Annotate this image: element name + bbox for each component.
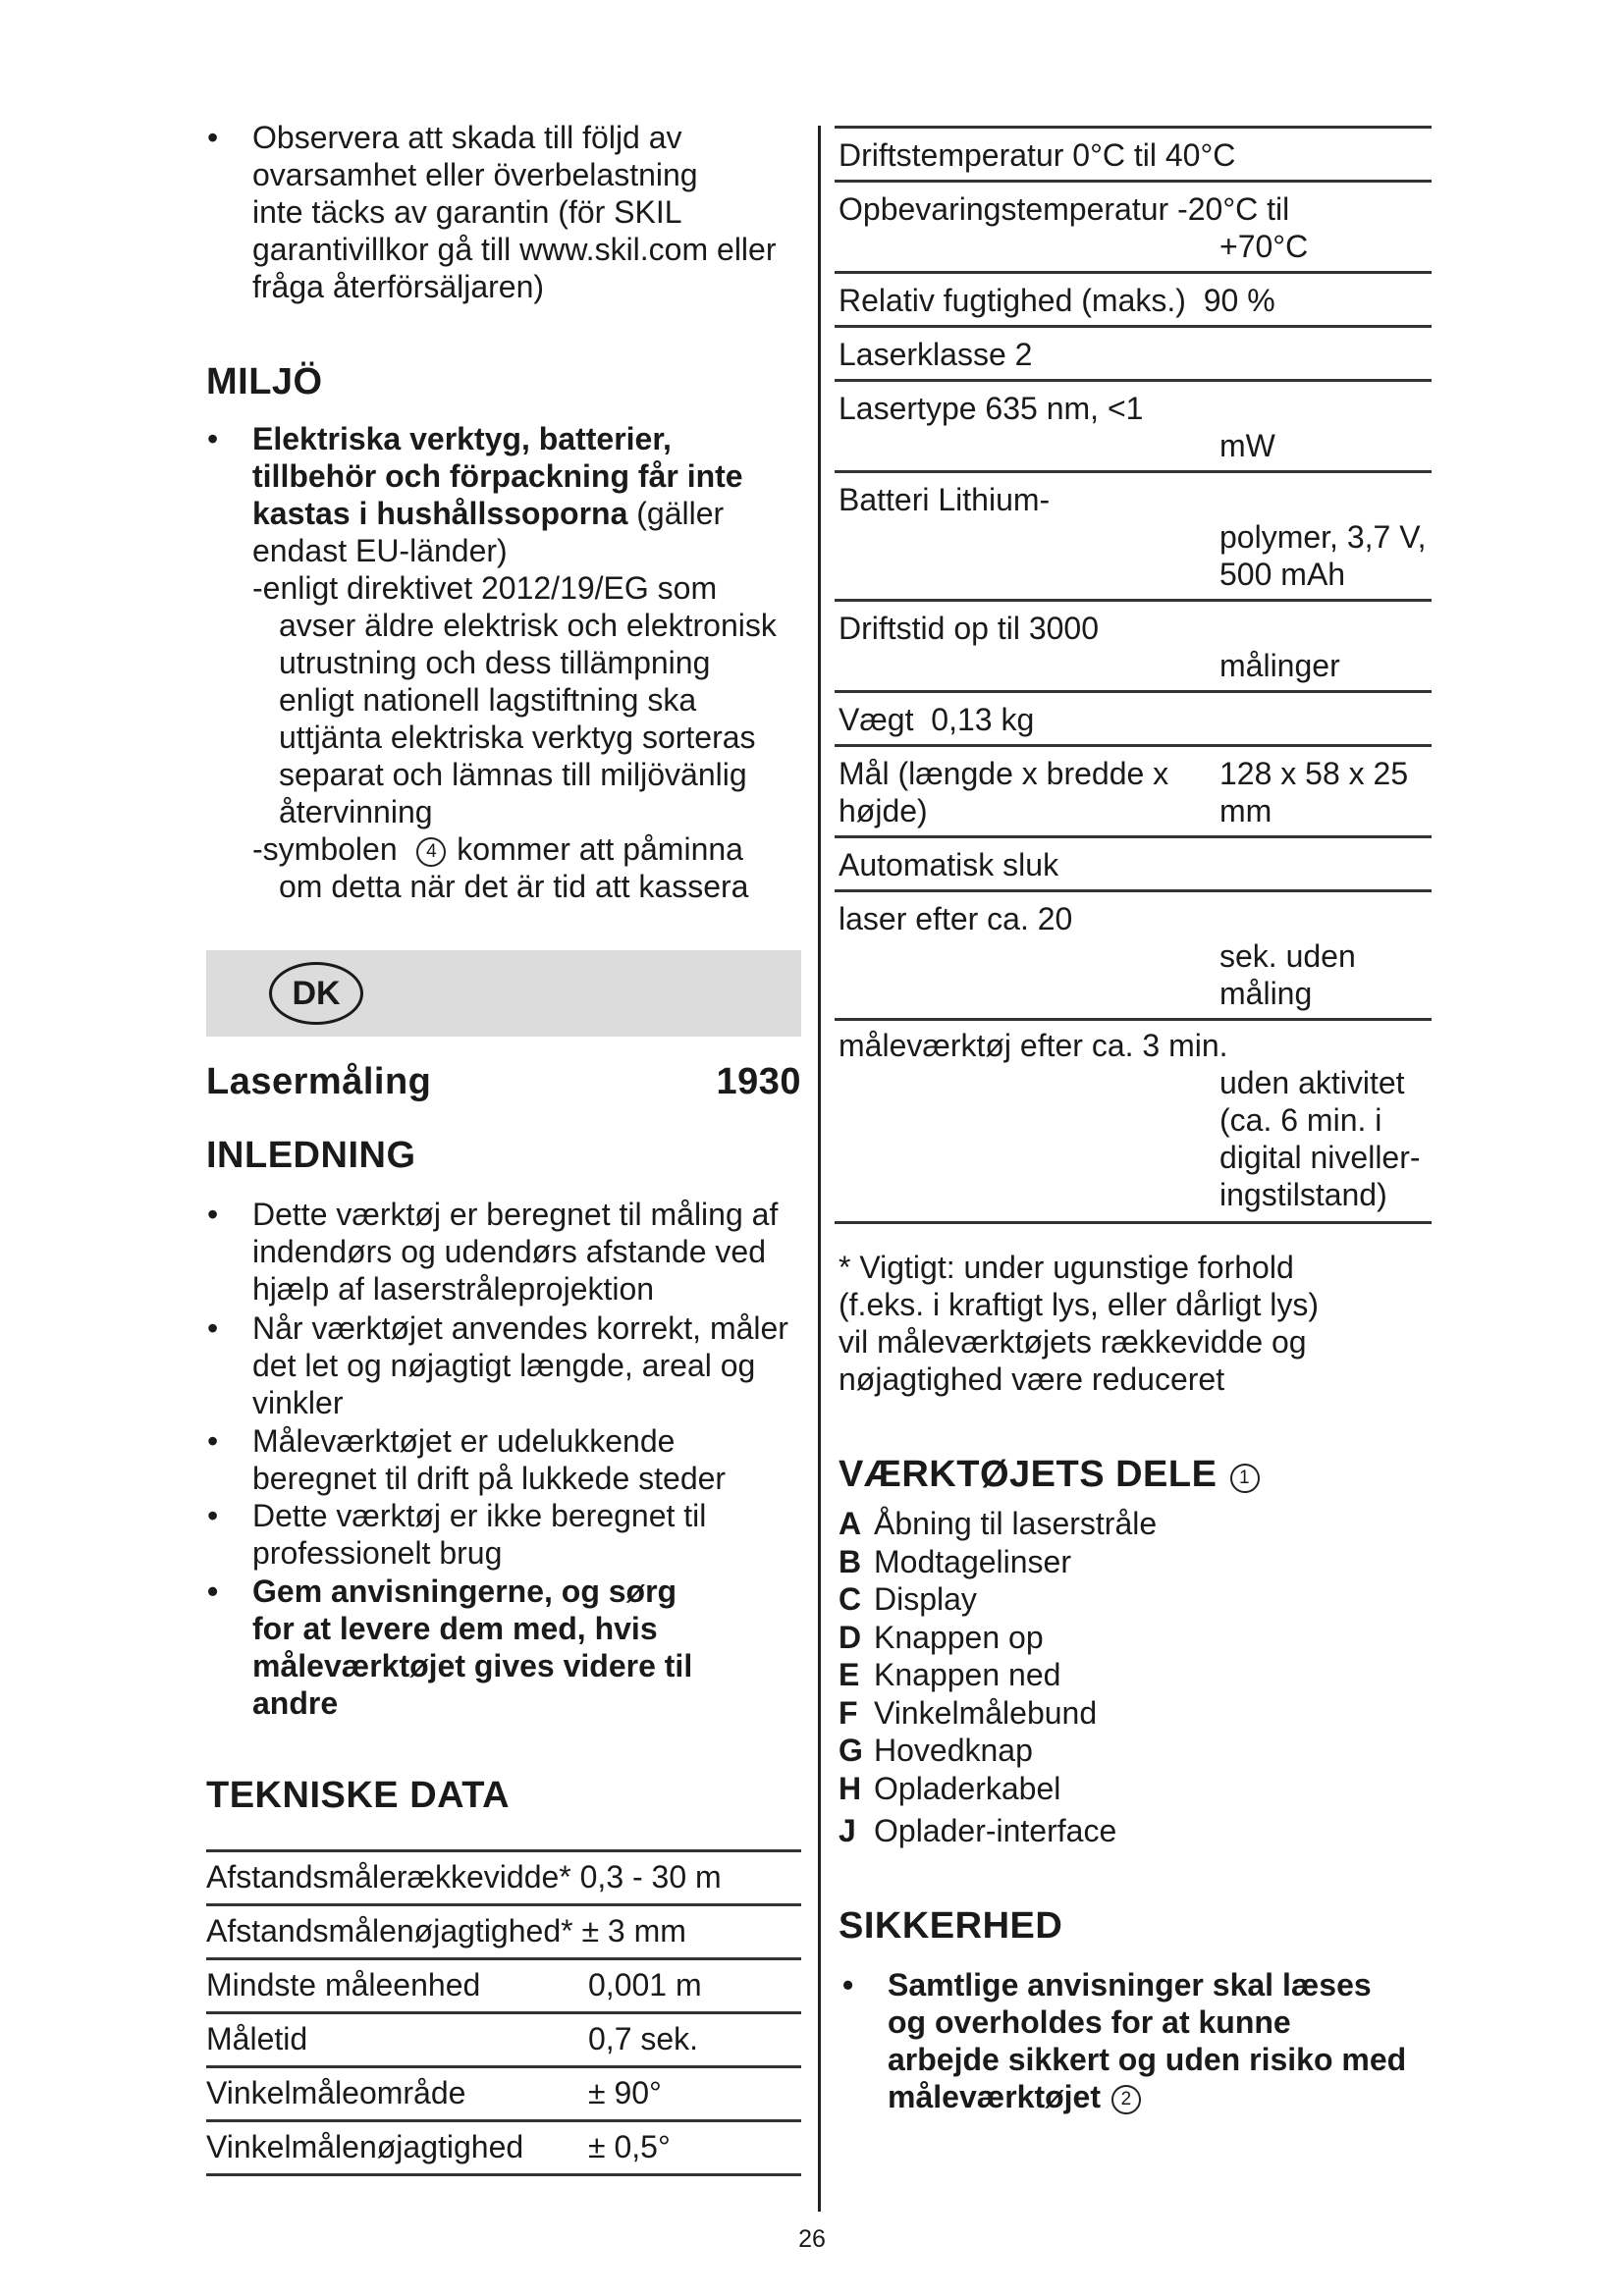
spec-value: mm	[1219, 793, 1272, 828]
bullet-line: • Måleværktøjet er udelukkende	[252, 1423, 676, 1459]
part-label: Knappen op	[874, 1619, 1044, 1655]
spec-label: Vinkelmålenøjagtighed	[206, 2129, 524, 2164]
spec-value: polymer, 3,7 V,	[1219, 519, 1427, 555]
spec-label: laser efter ca. 20	[839, 901, 1073, 936]
language-badge: DK	[269, 962, 363, 1025]
footnote-line: nøjagtighed være reduceret	[839, 1362, 1225, 1397]
product-number: 1930	[716, 1061, 801, 1102]
bullet-line: beregnet til drift på lukkede steder	[252, 1461, 727, 1496]
spec-label: Laserklasse 2	[839, 337, 1033, 372]
table-rule	[835, 126, 1432, 129]
footnote-line: vil måleværktøjets rækkevidde og	[839, 1324, 1307, 1360]
spec-label: Lasertype 635 nm, <1	[839, 391, 1144, 426]
part-letter: C	[839, 1581, 862, 1617]
bullet-line: det let og nøjagtigt længde, areal og	[252, 1348, 756, 1383]
product-name: Lasermåling	[206, 1061, 432, 1102]
spec-value: 128 x 58 x 25	[1219, 756, 1409, 791]
figure-ref-icon: 1	[1230, 1464, 1260, 1493]
table-rule	[206, 2011, 801, 2014]
footnote	[839, 1249, 1319, 1398]
table-rule	[835, 470, 1432, 473]
miljo-heading: MILJÖ	[206, 361, 323, 402]
bullet-line: • Når værktøjet anvendes korrekt, måler	[252, 1310, 788, 1346]
table-rule	[206, 1849, 801, 1852]
table-rule	[206, 2173, 801, 2176]
miljo-bold-line: tillbehör och förpackning får inte	[252, 458, 743, 494]
part-item	[839, 1619, 1157, 1657]
table-rule	[835, 744, 1432, 747]
table-rule	[835, 835, 1432, 838]
part-item	[839, 1543, 1157, 1581]
part-letter: J	[839, 1813, 856, 1848]
spec-value: (ca. 6 min. i	[1219, 1102, 1382, 1138]
spec-value: sek. uden	[1219, 938, 1356, 974]
vaerktoj-heading	[839, 1453, 1262, 1496]
footnote-line: * Vigtigt: under ugunstige forhold	[839, 1250, 1294, 1285]
inledning-bullet	[252, 1573, 812, 1722]
spec-value: ± 90°	[588, 2075, 662, 2110]
spec-label: Batteri Lithium-	[839, 482, 1051, 517]
spec-value: 500 mAh	[1219, 557, 1346, 592]
miljo-bold-part: kastas i hushållssoporna	[252, 496, 628, 531]
figure-ref-icon: 2	[1111, 2085, 1141, 2114]
dash-line: uttjänta elektriska verktyg sorteras	[279, 720, 756, 755]
spec-label: Vinkelmåleområde	[206, 2075, 466, 2110]
part-label: Modtagelinser	[874, 1543, 1071, 1579]
part-label: Åbning til laserstråle	[874, 1506, 1158, 1541]
part-label: Opladerkabel	[874, 1770, 1061, 1806]
symbol-ref-icon: 4	[416, 837, 446, 867]
spec-value: målinger	[1219, 648, 1340, 683]
part-letter: E	[839, 1657, 860, 1692]
part-letter: B	[839, 1543, 862, 1579]
miljo-mixed-line	[252, 495, 812, 532]
table-rule	[206, 1903, 801, 1906]
part-label: Vinkelmålebund	[874, 1694, 1098, 1731]
dash-line: utrustning och dess tillämpning	[279, 645, 711, 680]
warranty-line: • Observera att skada till följd av	[252, 120, 682, 155]
table-rule	[206, 2065, 801, 2068]
language-band	[206, 950, 801, 1037]
warranty-line: garantivillkor gå till www.skil.com eller	[252, 232, 777, 267]
dash-line: avser äldre elektrisk och elektronisk	[279, 608, 777, 643]
bullet-line: andre	[252, 1685, 339, 1721]
dash-line: återvinning	[279, 794, 433, 829]
spec-label: Opbevaringstemperatur -20°C til	[839, 191, 1290, 227]
bullet-line: • Dette værktøj er beregnet til måling af	[252, 1197, 779, 1232]
bullet-line: indendørs og udendørs afstande ved	[252, 1234, 766, 1269]
spec-label: Automatisk sluk	[839, 847, 1059, 882]
part-letter: G	[839, 1733, 863, 1768]
bullet-line	[888, 2078, 1437, 2115]
bullet-line: måleværktøjet gives videre til	[252, 1648, 693, 1683]
spec-label: måleværktøj efter ca. 3 min.	[839, 1028, 1228, 1063]
page-number: 26	[798, 2225, 826, 2253]
miljo-bold-line: • Elektriska verktyg, batterier,	[252, 421, 672, 456]
bullet-line: • Dette værktøj er ikke beregnet til	[252, 1498, 707, 1533]
dash-line: om detta när det är tid att kassera	[279, 869, 749, 904]
table-rule	[835, 1018, 1432, 1021]
bullet-line: professionelt brug	[252, 1535, 503, 1571]
spec-value: mW	[1219, 428, 1275, 463]
spec-label: Driftstid op til 3000	[839, 611, 1100, 646]
table-rule	[835, 180, 1432, 183]
bullet-line: hjælp af laserstråleprojektion	[252, 1271, 655, 1307]
part-item	[839, 1694, 1157, 1733]
warranty-line: fråga återförsäljaren)	[252, 269, 545, 304]
table-rule	[206, 1957, 801, 1960]
dash-line: kommer att påminna	[457, 831, 743, 867]
dash-line: -enligt direktivet 2012/19/EG som	[252, 570, 718, 606]
table-rule	[835, 271, 1432, 274]
parts-list	[835, 1505, 1158, 1848]
miljo-bullet	[252, 420, 812, 569]
part-item	[839, 1505, 1157, 1543]
table-rule	[835, 690, 1432, 693]
spec-value: digital niveller-	[1219, 1140, 1421, 1175]
miljo-dash-1	[252, 569, 802, 830]
vaerktoj-heading-text: VÆRKTØJETS DELE	[839, 1454, 1218, 1495]
spec-label: Driftstemperatur 0°C til 40°C	[839, 137, 1236, 173]
spec-value: uden aktivitet	[1219, 1065, 1405, 1100]
miljo-normal-part: (gäller	[627, 496, 725, 531]
table-rule	[835, 379, 1432, 382]
spec-value: 0,001 m	[588, 1967, 702, 2002]
miljo-line: endast EU-länder)	[252, 533, 508, 568]
part-letter: A	[839, 1506, 862, 1541]
part-label: Hovedknap	[874, 1733, 1033, 1768]
part-letter: F	[839, 1694, 858, 1731]
tekniske-heading: TEKNISKE DATA	[206, 1775, 511, 1816]
dash-line: separat och lämnas till miljövänlig	[279, 757, 747, 792]
spec-label: Mindste måleenhed	[206, 1967, 481, 2002]
sikkerhed-bullet	[888, 1966, 1437, 2115]
bullet-line: • Samtlige anvisninger skal læses	[888, 1967, 1372, 2002]
bullet-line: og overholdes for at kunne	[888, 2004, 1291, 2040]
spec-label: Afstandsmålerækkevidde* 0,3 - 30 m	[206, 1859, 722, 1895]
footnote-line: (f.eks. i kraftigt lys, eller dårligt lys)	[839, 1287, 1319, 1322]
warranty-bullet	[252, 119, 812, 305]
table-rule	[835, 599, 1432, 602]
spec-label: Vægt 0,13 kg	[839, 702, 1035, 737]
table-rule	[835, 1221, 1432, 1224]
spec-value: måling	[1219, 976, 1313, 1011]
spec-label: højde)	[839, 793, 928, 828]
bullet-line-text: måleværktøjet	[888, 2079, 1101, 2114]
spec-value: +70°C	[1219, 229, 1309, 264]
warranty-line: inte täcks av garantin (för SKIL	[252, 194, 682, 230]
spec-label: Relativ fugtighed (maks.) 90 %	[839, 283, 1275, 318]
warranty-line: ovarsamhet eller överbelastning	[252, 157, 698, 192]
table-rule	[835, 889, 1432, 892]
column-divider	[818, 126, 821, 2212]
bullet-line: vinkler	[252, 1385, 344, 1420]
table-rule	[835, 325, 1432, 328]
dash-line: enligt nationell lagstiftning ska	[279, 682, 697, 718]
inledning-bullet	[252, 1497, 812, 1572]
part-item	[839, 1770, 1157, 1808]
inledning-bullet	[252, 1196, 812, 1308]
miljo-dash-2	[252, 830, 802, 905]
bullet-line: • Gem anvisningerne, og sørg	[252, 1574, 677, 1609]
part-letter: D	[839, 1619, 862, 1655]
part-label: Display	[874, 1581, 977, 1617]
spec-value: 0,7 sek.	[588, 2021, 699, 2056]
part-item	[839, 1812, 1157, 1850]
inledning-bullet	[252, 1309, 812, 1421]
spec-value: ingstilstand)	[1219, 1177, 1387, 1212]
inledning-heading: INLEDNING	[206, 1135, 416, 1176]
spec-label: Afstandsmålenøjagtighed* ± 3 mm	[206, 1913, 686, 1949]
spec-label: Måletid	[206, 2021, 308, 2056]
part-label: Knappen ned	[874, 1657, 1061, 1692]
sikkerhed-heading: SIKKERHED	[839, 1905, 1063, 1947]
bullet-line: for at levere dem med, hvis	[252, 1611, 658, 1646]
part-label: Oplader-interface	[874, 1813, 1117, 1848]
spec-label: Mål (længde x bredde x	[839, 756, 1169, 791]
part-letter: H	[839, 1770, 862, 1806]
bullet-line: arbejde sikkert og uden risiko med	[888, 2042, 1407, 2077]
inledning-bullet	[252, 1422, 812, 1497]
part-item	[839, 1732, 1157, 1770]
part-item	[839, 1580, 1157, 1619]
part-item	[839, 1656, 1157, 1694]
table-rule	[206, 2119, 801, 2122]
dash-line: -symbolen	[252, 831, 398, 867]
spec-value: ± 0,5°	[588, 2129, 671, 2164]
